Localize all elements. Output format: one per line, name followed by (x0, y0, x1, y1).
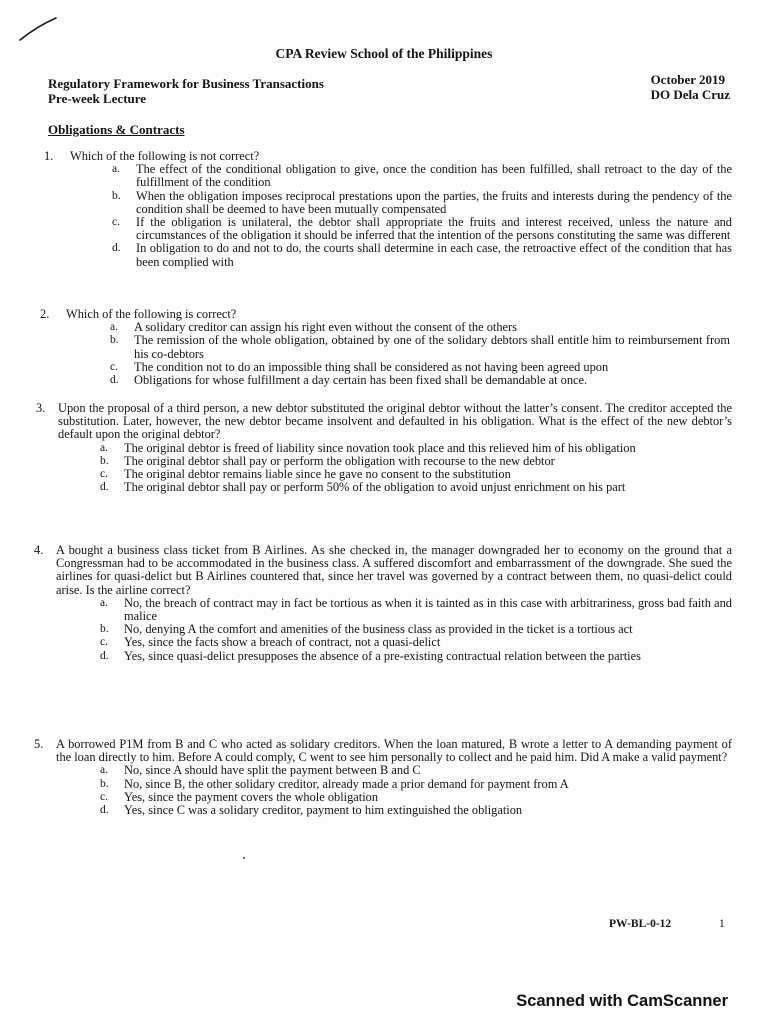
question-stem (36, 402, 732, 442)
option-letter: a. (110, 321, 118, 334)
question-text: Which of the following is correct? (66, 307, 237, 321)
option-c (100, 636, 732, 649)
option-text: The original debtor remains liable since he gave no consent to the substitution (124, 467, 511, 482)
option-text: The remission of the whole obligation, obtained by one of the solidary debtors shall entitle him to reimbursement from his co-debtors (134, 333, 730, 361)
option-text: Yes, since the payment covers the whole obligation (124, 789, 379, 804)
option-b (100, 778, 732, 791)
option-letter: d. (100, 649, 109, 662)
option-text: If the obligation is unilateral, the debtor shall appropriate the fruits and interest received, unless the nature and circumstances of the obligation it should be inferred that the intention of the persons constituting the same was different (136, 215, 732, 243)
option-letter: c. (100, 468, 108, 481)
question-number: 1. (44, 149, 54, 163)
section-title: Obligations & Contracts (48, 122, 185, 137)
option-text: Yes, since the facts show a breach of contract, not a quasi-delict (124, 635, 441, 650)
question-2 (40, 308, 730, 387)
question-text: Upon the proposal of a third person, a new debtor substituted the original debtor without the latter’s consent. The creditor accepted the substitution. Later, however, the new debtor became insolvent and defaulted in his obligation. What is the effect of the new debtor’s default upon the original debtor? (58, 401, 732, 442)
option-list (34, 597, 732, 663)
option-text: Yes, since C was a solidary creditor, payment to him extinguished the obligation (124, 803, 523, 818)
option-letter: c. (112, 216, 120, 229)
question-number: 4. (34, 543, 44, 557)
option-text: No, since A should have split the payment between B and C (124, 763, 421, 778)
option-text: The original debtor shall pay or perform 50% of the obligation to avoid unjust enrichment on his part (124, 480, 626, 495)
question-stem (34, 738, 732, 764)
option-list (36, 442, 732, 495)
option-letter: b. (100, 454, 109, 467)
date-author-header (651, 72, 730, 102)
option-letter: d. (100, 804, 109, 817)
question-stem (34, 544, 732, 597)
option-b (110, 334, 730, 360)
option-letter: a. (112, 163, 120, 176)
document-code: PW-BL-0-12 (609, 918, 672, 930)
option-text: Obligations for whose fulfillment a day certain has been fixed shall be demandable at once. (134, 373, 588, 388)
question-3 (36, 402, 732, 494)
option-list (34, 764, 732, 817)
question-number: 2. (40, 307, 50, 321)
stray-dot (243, 857, 245, 859)
option-a (100, 442, 732, 455)
option-text: The original debtor is freed of liability since novation took place and this relieved him of his obligation (124, 440, 636, 455)
option-letter: b. (100, 777, 109, 790)
school-name: CPA Review School of the Philippines (275, 46, 493, 61)
course-header (48, 76, 324, 106)
page-number: 1 (719, 918, 725, 930)
option-d (100, 804, 732, 817)
question-text: A borrowed P1M from B and C who acted as solidary creditors. When the loan matured, B wrote a letter to A demanding payment of the loan directly to him. Before A could comply, C went to see him personally to collect and he paid him. Did A make a valid payment? (56, 737, 732, 765)
option-text: No, the breach of contract may in fact be tortious as when it is tainted as in this case with arbitrariness, gross bad faith and malice (124, 595, 732, 624)
option-a (112, 163, 732, 189)
option-text: The condition not to do an impossible thing shall be considered as not having been agreed upon (134, 359, 609, 374)
option-a (100, 597, 732, 623)
question-1 (44, 150, 732, 269)
option-text: No, denying A the comfort and amenities of the business class as provided in the ticket is a tortious act (124, 622, 633, 637)
pen-stroke-mark (18, 14, 58, 44)
lecture-date: October 2019 (650, 72, 726, 87)
question-text: A bought a business class ticket from B Airlines. As she checked in, the manager downgraded her to economy on the ground that a Congressman had to be accommodated in the business class. A suffered discomfort and embarrassment of the downgrade. She sued the airlines for quasi-delict but B Airlines countered that, since her travel was governed by a contract between them, no quasi-delict could arise. Is the airline correct? (56, 543, 732, 597)
option-b (112, 190, 732, 216)
question-5 (34, 738, 732, 817)
option-a (100, 764, 732, 777)
option-letter: a. (100, 441, 108, 454)
option-d (100, 481, 732, 494)
option-text: Yes, since quasi-delict presupposes the absence of a pre-existing contractual relation between the parties (124, 648, 641, 663)
option-letter: a. (100, 596, 108, 609)
option-text: When the obligation imposes reciprocal prestations upon the parties, the fruits and interests during the pendency of the condition shall be deemed to have been mutually compensated (136, 188, 732, 216)
option-letter: c. (100, 790, 108, 803)
course-title: Regulatory Framework for Business Transactions (48, 76, 324, 91)
option-d (100, 650, 732, 663)
option-letter: c. (100, 636, 108, 649)
option-text: The effect of the conditional obligation to give, once the condition has been fulfilled, shall retroact to the day of the fulfillment of the condition (136, 162, 732, 190)
option-letter: d. (112, 242, 121, 255)
option-letter: a. (100, 764, 108, 777)
option-text: A solidary creditor can assign his right even without the consent of the others (134, 320, 517, 335)
question-text: Which of the following is not correct? (70, 149, 260, 163)
option-letter: c. (110, 360, 118, 373)
lecture-title: Pre-week Lecture (48, 91, 147, 106)
lecturer-name: DO Dela Cruz (650, 87, 730, 102)
scanner-watermark: Scanned with CamScanner (516, 992, 728, 1010)
option-letter: d. (100, 481, 109, 494)
option-list (40, 321, 730, 387)
question-number: 3. (36, 401, 46, 415)
option-letter: b. (112, 189, 121, 202)
option-d (110, 374, 730, 387)
option-letter: b. (110, 334, 119, 347)
option-text: The original debtor shall pay or perform the obligation with recourse to the new debtor (124, 453, 555, 468)
option-text: In obligation to do and not to do, the courts shall determine in each case, the retroactive effect of the condition that has been complied with (136, 241, 732, 269)
question-4 (34, 544, 732, 663)
option-c (112, 216, 732, 242)
question-number: 5. (34, 737, 44, 751)
option-text: No, since B, the other solidary creditor, already made a prior demand for payment from A (124, 776, 569, 791)
option-letter: b. (100, 623, 109, 636)
option-d (112, 242, 732, 268)
option-letter: d. (110, 374, 119, 387)
option-list (44, 163, 732, 269)
